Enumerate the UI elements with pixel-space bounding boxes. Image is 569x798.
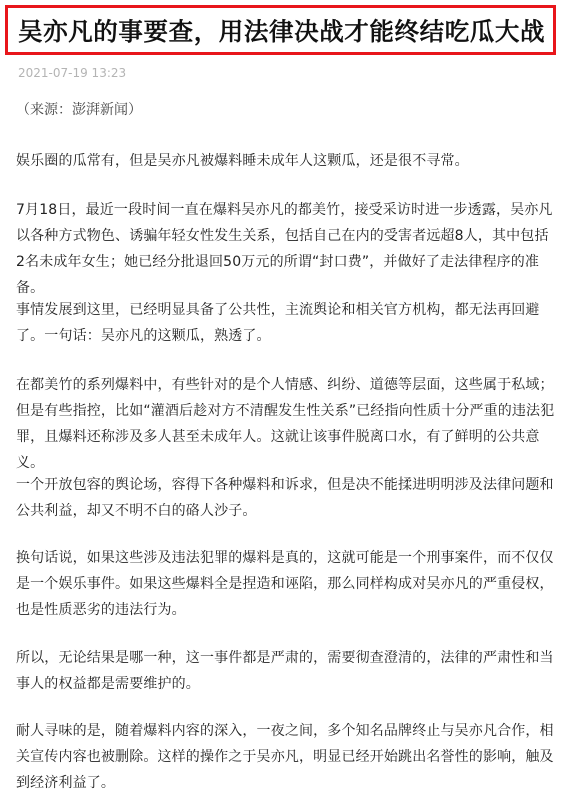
article-paragraph-3: 事情发展到这里，已经明显具备了公共性，主流舆论和相关官方机构，都无法再回避了。一句话：吴亦凡的这颗瓜，熟透了。 xyxy=(16,302,540,344)
article-paragraph-7: 所以，无论结果是哪一种，这一事件都是严肃的，需要彻查澄清的，法律的严肃性和当事人的权益都是需要维护的。 xyxy=(16,650,554,692)
article-paragraph-5: 一个开放包容的舆论场，容得下各种爆料和诉求，但是决不能揉进明明涉及法律问题和公共利益，却又不明不白的硌人沙子。 xyxy=(16,477,554,519)
article-source: （来源：澎湃新闻） xyxy=(16,102,142,118)
article-paragraph-1: 娱乐圈的瓜常有，但是吴亦凡被爆料睡未成年人这颗瓜，还是很不寻常。 xyxy=(16,153,469,169)
publish-timestamp: 2021-07-19 13:23 xyxy=(18,66,127,80)
article-paragraph-8: 耐人寻味的是，随着爆料内容的深入，一夜之间，多个知名品牌终止与吴亦凡合作，相关宣传内容也被删除。这样的操作之于吴亦凡，明显已经开始跳出名誉性的影响，触及到经济利益了。 xyxy=(16,723,554,791)
article-paragraph-2: 7月18日，最近一段时间一直在爆料吴亦凡的都美竹，接受采访时进一步透露，吴亦凡以各种方式物色、诱骗年轻女性发生关系，包括自己在内的受害者远超8人，其中包括2名未成年女生；她已经分批退回50万元的所谓“封口费”，并做好了走法律程序的准备。 xyxy=(16,202,553,296)
article-paragraph-4: 在都美竹的系列爆料中，有些针对的是个人情感、纠纷、道德等层面，这些属于私域；但是有些指控，比如“灌酒后趁对方不清醒发生性关系”已经指向性质十分严重的违法犯罪，且爆料还称涉及多人甚至未成年人。这就让该事件脱离口水，有了鲜明的公共意义。 xyxy=(16,377,555,471)
article-headline: 吴亦凡的事要查，用法律决战才能终结吃瓜大战 xyxy=(18,16,546,46)
headline-box xyxy=(5,5,556,55)
article-paragraph-6: 换句话说，如果这些涉及违法犯罪的爆料是真的，这就可能是一个刑事案件，而不仅仅是一个娱乐事件。如果这些爆料全是捏造和诬陷，那么同样构成对吴亦凡的严重侵权，也是性质恶劣的违法行为。 xyxy=(16,550,554,618)
